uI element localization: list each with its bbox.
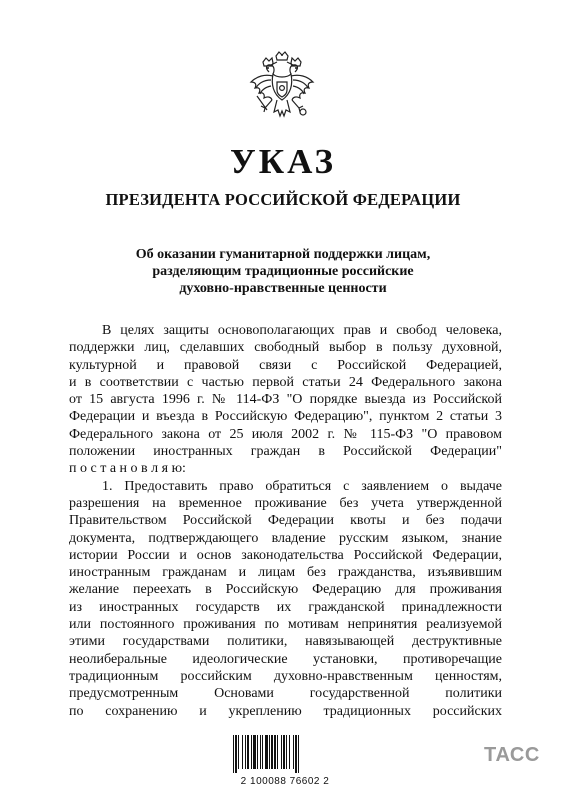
body-line: Правительством Российской Федерации квоты и без подачи	[69, 513, 502, 529]
decree-heading-line: Об оказании гуманитарной поддержки лицам,	[135, 247, 431, 262]
body-line: и в соответствии с частью первой статьи 24 Федерального закона	[69, 374, 502, 390]
body-line: В целях защиты основополагающих прав и свобод человека,	[102, 323, 502, 338]
body-line: положении иностранных граждан в Российской Федерации"	[69, 444, 502, 460]
body-line: 1. Предоставить право обратиться с заявлением о выдаче	[102, 478, 502, 494]
body-line: или постоянного проживания по мотивам непринятия реализуемой	[69, 617, 502, 633]
body-line: поддержки лиц, сделавших свободный выбор в пользу духовной,	[69, 340, 502, 356]
body-line: из иностранных государств их гражданской принадлежности	[69, 599, 502, 615]
body-line: культурной и правовой связи с Российской Федерацией,	[69, 357, 502, 373]
body-line: предусмотренным Основами государственной политики	[69, 686, 502, 702]
body-line: традиционным российским духовно-нравственным ценностям,	[69, 668, 502, 684]
decree-heading	[120, 246, 446, 297]
decree-heading-line: разделяющим традиционные российские	[152, 264, 414, 279]
barcode-digits: 2 100088 76602 2	[240, 776, 330, 787]
body-line: разрешения на временное проживание без учета утвержденной	[69, 495, 502, 511]
decree-subtitle: ПРЕЗИДЕНТА РОССИЙСКОЙ ФЕДЕРАЦИИ	[105, 190, 461, 209]
body-line: желание переехать в Российскую Федерацию для проживания	[69, 582, 502, 598]
body-line: неолиберальные идеологические установки, противоречащие	[69, 651, 502, 667]
body-line: истории России и основ законодательства Российской Федерации,	[69, 547, 502, 563]
body-line: этими государствами политики, навязывающей деструктивные	[69, 634, 502, 650]
barcode-icon	[232, 735, 338, 773]
coat-of-arms-icon	[247, 50, 317, 130]
tass-watermark: ТАСС	[484, 744, 540, 766]
body-line: документа, подтверждающего владение русским языком, знание	[69, 530, 502, 546]
body-line: Федерации и въезда в Российскую Федерацию", пунктом 2 статьи 3	[69, 409, 502, 425]
decree-body	[69, 322, 502, 720]
decree-title: УКАЗ	[230, 142, 336, 181]
body-line: от 15 августа 1996 г. № 114-ФЗ "О порядке выезда из Российской	[69, 392, 502, 408]
decree-heading-line: духовно-нравственные ценности	[179, 281, 387, 296]
body-line: иностранным гражданам и лицам без гражданства, изъявившим	[69, 565, 502, 581]
body-line: Федерального закона от 25 июля 2002 г. № 115-ФЗ "О правовом	[69, 426, 502, 442]
body-line: по сохранению и укреплению традиционных российских	[69, 703, 502, 719]
body-line-decree-word: п о с т а н о в л я ю:	[69, 461, 186, 477]
